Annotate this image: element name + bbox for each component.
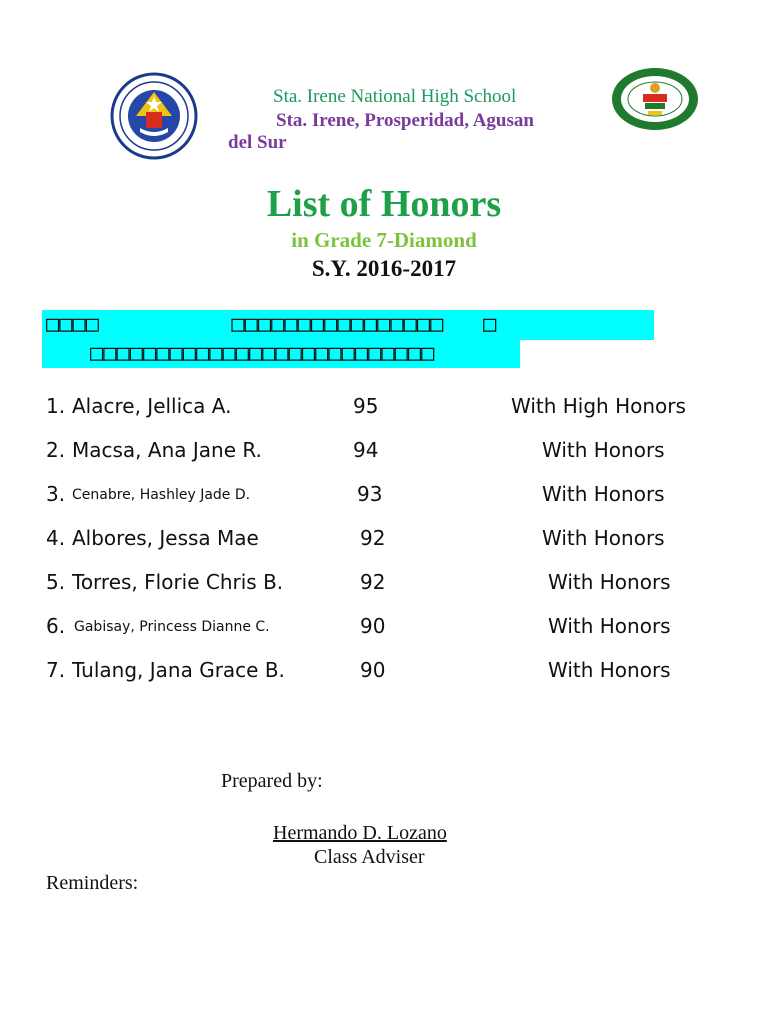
honor-rank: 2. [46, 438, 66, 462]
honor-row [0, 564, 768, 604]
honor-rank: 1. [46, 394, 66, 418]
student-grade: 90 [360, 658, 386, 682]
reminders-label: Reminders: [46, 872, 139, 894]
honor-row [0, 432, 768, 472]
student-grade: 94 [353, 438, 379, 462]
school-address-line1: Sta. Irene, Prosperidad, Agusan [276, 110, 534, 131]
student-grade: 92 [360, 526, 386, 550]
student-name: Macsa, Ana Jane R. [72, 438, 262, 462]
student-grade: 90 [360, 614, 386, 638]
student-name: Cenabre, Hashley Jade D. [72, 487, 251, 503]
honor-row [0, 476, 768, 516]
honor-rank: 3. [46, 482, 66, 506]
honor-remark: With Honors [542, 526, 665, 550]
honor-rank: 6. [46, 614, 66, 638]
highlight-text-line2: □□□□□□□□□□□□□□□□□□□□□□□□□□ [90, 341, 435, 366]
student-name: Tulang, Jana Grace B. [72, 658, 285, 682]
signer-name: Hermando D. Lozano [273, 822, 447, 844]
school-address-line2: del Sur [228, 132, 287, 153]
honor-rank: 4. [46, 526, 66, 550]
student-name: Alacre, Jellica A. [72, 394, 232, 418]
honor-row [0, 520, 768, 560]
student-name: Albores, Jessa Mae [72, 526, 259, 550]
student-grade: 93 [357, 482, 383, 506]
honor-remark: With High Honors [511, 394, 686, 418]
honor-remark: With Honors [548, 570, 671, 594]
honor-row [0, 652, 768, 692]
honor-row [0, 608, 768, 648]
honor-rank: 5. [46, 570, 66, 594]
honor-remark: With Honors [542, 482, 665, 506]
student-name: Torres, Florie Chris B. [72, 570, 284, 594]
honor-remark: With Honors [542, 438, 665, 462]
deped-seal-logo [110, 72, 198, 160]
honor-rank: 7. [46, 658, 66, 682]
grade-section: in Grade 7-Diamond [291, 228, 477, 252]
honor-remark: With Honors [548, 614, 671, 638]
school-year: S.Y. 2016-2017 [311, 256, 457, 281]
honor-row [0, 388, 768, 428]
highlight-text-line1: □□□□ □□□□□□□□□□□□□□□□ □ [46, 312, 497, 337]
signer-position: Class Adviser [314, 846, 425, 868]
student-name: Gabisay, Princess Dianne C. [74, 619, 270, 635]
school-seal-logo [610, 66, 700, 132]
student-grade: 95 [353, 394, 379, 418]
student-grade: 92 [360, 570, 386, 594]
school-name: Sta. Irene National High School [273, 86, 517, 107]
honor-remark: With Honors [548, 658, 671, 682]
page-title: List of Honors [266, 183, 502, 225]
prepared-by-label: Prepared by: [221, 770, 323, 792]
